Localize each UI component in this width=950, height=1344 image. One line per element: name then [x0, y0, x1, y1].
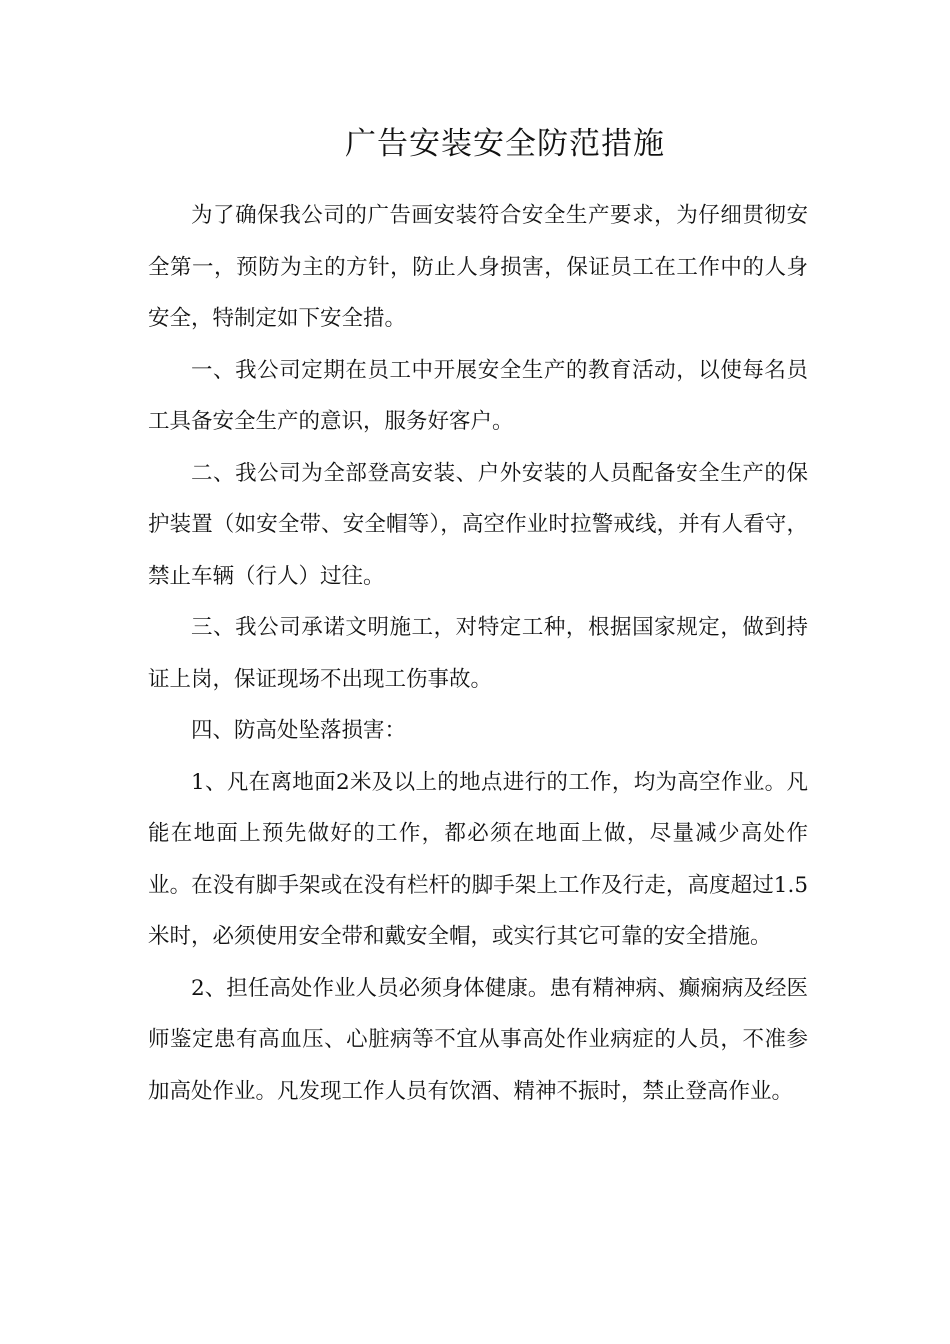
- paragraph-item-3: 三、我公司承诺文明施工，对特定工种，根据国家规定，做到持证上岗，保证现场不出现工伤事故。: [148, 615, 808, 692]
- paragraph-intro: 为了确保我公司的广告画安装符合安全生产要求，为仔细贯彻安全第一，预防为主的方针，防止人身损害，保证员工在工作中的人身安全，特制定如下安全措。: [148, 203, 808, 331]
- paragraph-item-1: 一、我公司定期在员工中开展安全生产的教育活动，以使每名员工具备安全生产的意识，服务好客户。: [148, 357, 808, 434]
- document-title: 广告安装安全防范措施: [345, 126, 665, 162]
- paragraph-item-4-heading: 四、防高处坠落损害：: [191, 718, 407, 743]
- paragraph-subitem-2: 2、担任高处作业人员必须身体健康。患有精神病、癫痫病及经医师鉴定患有高血压、心脏病等不宜从事高处作业病症的人员，不准参加高处作业。凡发现工作人员有饮酒、精神不振时，禁止登高作业。: [148, 975, 808, 1104]
- paragraph-subitem-1: 1、凡在离地面2米及以上的地点进行的工作，均为高空作业。凡能在地面上预先做好的工作，都必须在地面上做，尽量减少高处作业。在没有脚手架或在没有栏杆的脚手架上工作及行走，高度超过1.5米时，必须使用安全带和戴安全帽，或实行其它可靠的安全措施。: [148, 769, 808, 949]
- document-body: [148, 190, 808, 1117]
- paragraph-item-2: 二、我公司为全部登高安装、户外安装的人员配备安全生产的保护装置（如安全带、安全帽等），高空作业时拉警戒线，并有人看守，禁止车辆（行人）过往。: [148, 460, 808, 589]
